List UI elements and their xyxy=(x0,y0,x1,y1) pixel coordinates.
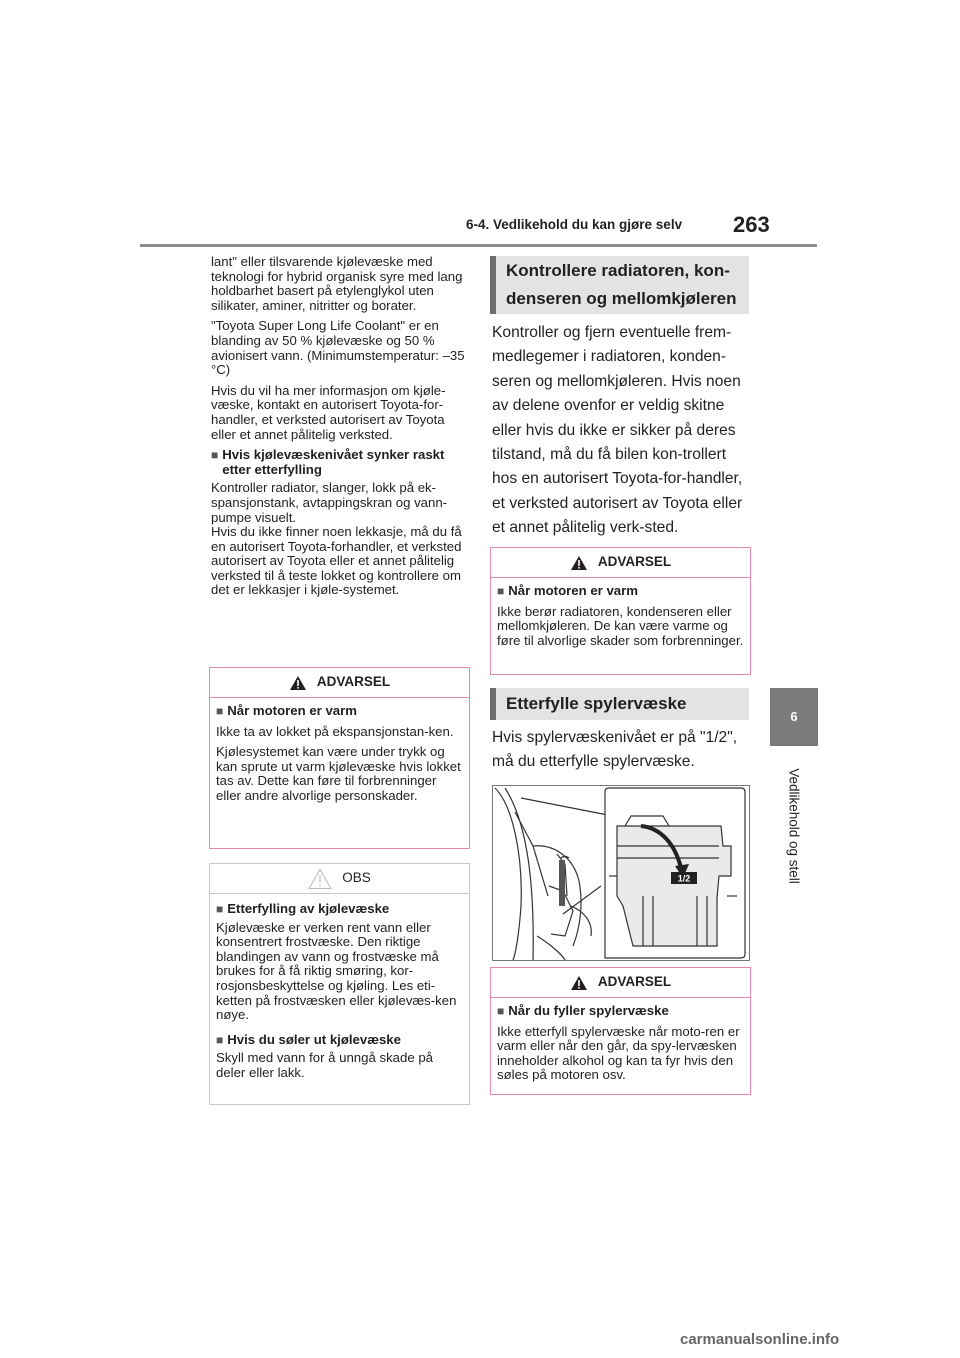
caution-triangle-icon xyxy=(308,868,332,890)
warning-header: ADVARSEL xyxy=(491,548,750,578)
bullet-square-icon: ■ xyxy=(216,1032,224,1047)
reservoir-drawing xyxy=(493,786,749,960)
header-rule xyxy=(140,244,817,247)
page-number: 263 xyxy=(733,212,770,237)
subheading: ■ Når du fyller spylervæske xyxy=(497,1003,669,1018)
paragraph: Kjølesystemet kan være under trykk og kan sprute ut varm kjølevæske hvis lokket tas av. Dette kan føre til forbrenninger eller andre alvorlige personskader. xyxy=(216,744,461,803)
warning-box xyxy=(209,667,470,849)
bullet-square-icon: ■ xyxy=(211,448,219,463)
paragraph: lant" eller tilsvarende kjølevæske med teknologi for hybrid organisk syre med lang holdbarhet basert på etylenglykol uten silikater, aminer, nitritter og borater. xyxy=(211,254,463,313)
section-heading: Kontrollere radiatoren, kon- denseren og mellomkjøleren xyxy=(490,256,749,314)
warning-triangle-icon xyxy=(570,555,588,571)
bullet-square-icon: ■ xyxy=(216,902,224,916)
warning-header: ADVARSEL xyxy=(210,668,469,698)
notice-box xyxy=(209,863,470,1105)
paragraph: Ikke ta av lokket på ekspansjonstan-ken. xyxy=(216,723,454,739)
section-title: 6-4. Vedlikehold du kan gjøre selv xyxy=(466,217,683,232)
warning-box xyxy=(490,547,751,675)
warning-triangle-icon xyxy=(289,675,307,691)
section-body: Hvis spylervæskenivået er på "1/2", må du etterfylle spylervæske. xyxy=(492,729,738,771)
watermark: carmanualsonline.info xyxy=(680,1331,840,1348)
chapter-label: Vedlikehold og stell xyxy=(786,768,802,884)
paragraph: Kjølevæske er verken rent vann eller konsentrert frostvæske. Den riktige blandingen av vann og frostvæske må brukes for å få riktig smøring, kor-rosjonsbeskyttelse og kjøling. Les eti-ketten på frostvæsken eller kjølevæs-ken nøye. xyxy=(216,919,457,1023)
washer-reservoir-illustration xyxy=(492,785,750,961)
bullet-square-icon: ■ xyxy=(497,584,505,598)
notice-header: OBS xyxy=(210,864,469,894)
section-body: Kontroller og fjern eventuelle frem-medlegemer i radiatoren, konden-seren og mellomkjøleren. Hvis noen av delene ovenfor er veldig skitne eller hvis du ikke er sikker på deres tilstand, må du få bilen kon-trollert hos en autorisert Toyota-for-handler, et verksted autorisert av Toyota eller et annet pålitelig verk-sted. xyxy=(492,324,743,537)
chapter-tab: 6 xyxy=(770,688,818,746)
warning-triangle-icon xyxy=(570,975,588,991)
bullet-square-icon: ■ xyxy=(497,1004,505,1018)
paragraph: Kontroller radiator, slanger, lokk på ek-spansjonstank, avtappingskran og vann-pumpe visuelt. xyxy=(211,480,448,525)
paragraph: Hvis du vil ha mer informasjon om kjøle-væske, kontakt en autorisert Toyota-for-handler, et verksted autorisert av Toyota eller et annet pålitelig verksted. xyxy=(211,382,446,442)
paragraph: Skyll med vann for å unngå skade på deler eller lakk. xyxy=(216,1050,433,1080)
subheading: ■ Når motoren er varm xyxy=(216,703,357,718)
subheading: ■ Hvis kjølevæskenivået synker raskt etter etterfylling xyxy=(211,447,445,477)
level-mark-label: 1/2 xyxy=(677,873,691,884)
paragraph: Ikke berør radiatoren, kondenseren eller mellomkjøleren. De kan være varme og føre til alvorlige skader som forbrenninger. xyxy=(497,603,744,648)
subheading: ■ Hvis du søler ut kjølevæske xyxy=(216,1031,401,1047)
subheading: ■ Etterfylling av kjølevæske xyxy=(216,901,390,916)
paragraph: Ikke etterfyll spylervæske når moto-ren er varm eller når den går, da spy-lervæsken inneholder alkohol og kan ta fyr hvis den søles på motoren osv. xyxy=(497,1023,740,1083)
warning-header: ADVARSEL xyxy=(491,968,750,998)
paragraph: "Toyota Super Long Life Coolant" er en blanding av 50 % kjølevæske og 50 % avionisert vann. (Minimumstemperatur: –35 °C) xyxy=(211,318,465,378)
section-heading: Etterfylle spylervæske xyxy=(490,688,749,720)
bullet-square-icon: ■ xyxy=(216,704,224,718)
left-column-text xyxy=(211,255,469,604)
subheading: ■ Når motoren er varm xyxy=(497,583,638,598)
paragraph: Hvis du ikke finner noen lekkasje, må du få en autorisert Toyota-forhandler, et verksted autorisert av Toyota eller et annet pålitelig verksted til å teste lokket og kontrollere om det er lekkasjer i kjøle-systemet. xyxy=(211,524,462,598)
warning-box xyxy=(490,967,751,1095)
